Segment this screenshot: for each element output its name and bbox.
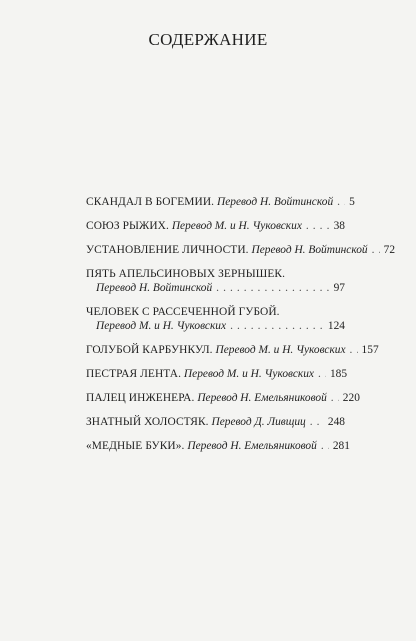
toc-entry [86,367,348,381]
page-title: СОДЕРЖАНИЕ [148,30,268,49]
page-number: 72 [383,244,396,256]
story-title: СКАНДАЛ В БОГЕМИИ. [86,196,215,208]
page-number: 281 [332,440,350,452]
toc-entry [86,439,350,453]
story-title: ПЕСТРАЯ ЛЕНТА. [86,368,182,380]
page-number: 220 [342,392,360,404]
dot-leader [337,195,345,209]
toc-entry [86,243,396,257]
story-title: УСТАНОВЛЕНИЕ ЛИЧНОСТИ. [86,244,249,256]
story-title: ЧЕЛОВЕК С РАССЕЧЕННОЙ ГУБОЙ. [86,306,280,318]
toc-entry [86,305,345,333]
table-of-contents [86,195,396,463]
translator: Перевод М. и Н. Чуковских [171,220,302,232]
page-number: 38 [333,220,345,232]
toc-entry [86,343,379,357]
dot-leader [306,219,330,233]
toc-entry [86,391,360,405]
translator: Перевод Д. Ливщиц [211,416,306,428]
translator: Перевод Н. Войтинской [216,196,334,208]
translator: Перевод Н. Войтинской [96,282,213,294]
page-number: 157 [361,344,379,356]
story-title: ГОЛУБОЙ КАРБУНКУЛ. [86,344,213,356]
page-number: 124 [327,320,345,332]
translator: Перевод Н. Емельяниковой [197,392,327,404]
page-number: 5 [349,196,355,208]
translator: Перевод М. и Н. Чуковских [183,368,314,380]
dot-leader [216,281,329,295]
story-title: ПЯТЬ АПЕЛЬСИНОВЫХ ЗЕРНЫШЕК. [86,268,286,280]
story-title: СОЮЗ РЫЖИХ. [86,220,169,232]
dot-leader [230,319,324,333]
page-number: 248 [327,416,345,428]
dot-leader [321,439,329,453]
toc-entry [86,219,345,233]
toc-entry [86,267,345,295]
dot-leader [372,243,380,257]
toc-entry [86,195,355,209]
toc-entry [86,415,345,429]
translator: Перевод Н. Войтинской [251,244,368,256]
translator: Перевод М. и Н. Чуковских [215,344,346,356]
story-title: «МЕДНЫЕ БУКИ». [86,440,185,452]
dot-leader [331,391,339,405]
page-number: 97 [333,282,345,294]
story-title: ПАЛЕЦ ИНЖЕНЕРА. [86,392,195,404]
dot-leader [318,367,326,381]
dot-leader [350,343,358,357]
story-title: ЗНАТНЫЙ ХОЛОСТЯК. [86,416,209,428]
page-number: 185 [329,368,348,380]
dot-leader [310,415,324,429]
translator: Перевод Н. Емельяниковой [187,440,317,452]
translator: Перевод М. и Н. Чуковских [96,320,227,332]
